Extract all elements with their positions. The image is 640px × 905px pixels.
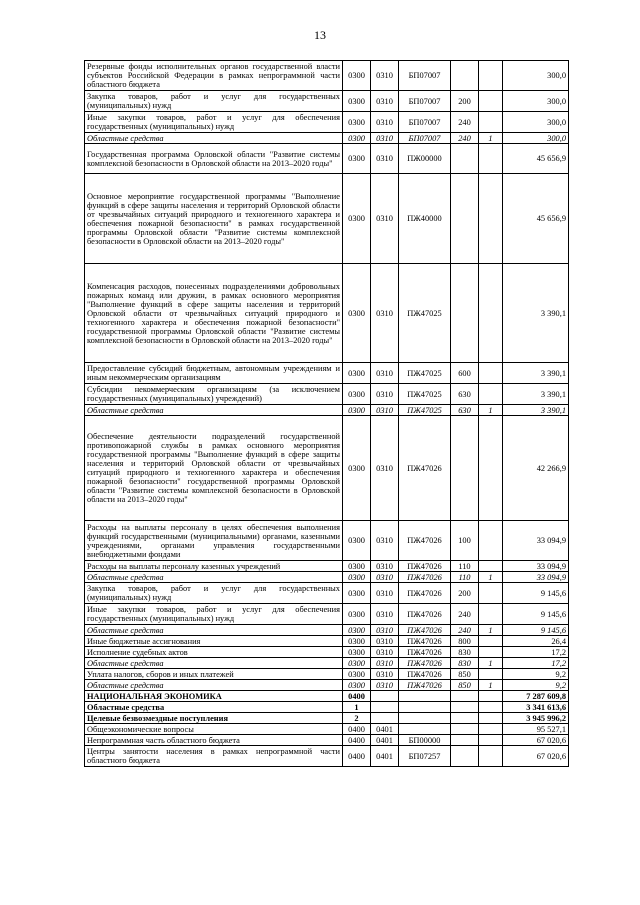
row-description: Областные средства	[85, 680, 343, 691]
row-amount: 17,2	[503, 647, 569, 658]
row-subsection-code: 0310	[371, 583, 399, 604]
row-expense-type-code: 630	[451, 384, 479, 405]
table-row	[85, 61, 569, 91]
row-target-article-code: ПЖ47026	[399, 583, 451, 604]
row-subsection-code: 0310	[371, 669, 399, 680]
row-expense-type-code: 110	[451, 572, 479, 583]
table-row	[85, 583, 569, 604]
table-row	[85, 144, 569, 174]
row-subsection-code: 0310	[371, 61, 399, 91]
row-funding-source-code	[479, 384, 503, 405]
row-target-article-code: ПЖ47025	[399, 264, 451, 363]
row-description: Областные средства	[85, 702, 343, 713]
row-section-code: 0300	[343, 61, 371, 91]
row-section-code: 0300	[343, 112, 371, 133]
row-funding-source-code	[479, 691, 503, 702]
row-amount: 3 390,1	[503, 363, 569, 384]
row-amount: 67 020,6	[503, 735, 569, 746]
budget-table	[84, 60, 569, 767]
row-funding-source-code	[479, 91, 503, 112]
row-amount: 67 020,6	[503, 746, 569, 767]
row-expense-type-code: 240	[451, 112, 479, 133]
table-row	[85, 713, 569, 724]
row-target-article-code: ПЖ47026	[399, 625, 451, 636]
row-description: Областные средства	[85, 405, 343, 416]
row-expense-type-code: 110	[451, 561, 479, 572]
table-row	[85, 572, 569, 583]
row-description: Областные средства	[85, 572, 343, 583]
row-expense-type-code: 830	[451, 658, 479, 669]
row-expense-type-code: 100	[451, 521, 479, 561]
row-subsection-code: 0401	[371, 746, 399, 767]
row-description: Субсидии некоммерческим организациям (за исключением государственных (муниципальных) учреждений)	[85, 384, 343, 405]
row-subsection-code: 0310	[371, 658, 399, 669]
row-section-code: 0300	[343, 174, 371, 264]
row-expense-type-code: 240	[451, 133, 479, 144]
row-funding-source-code	[479, 713, 503, 724]
table-row	[85, 363, 569, 384]
table-row	[85, 735, 569, 746]
row-description: Областные средства	[85, 625, 343, 636]
row-subsection-code: 0310	[371, 647, 399, 658]
row-expense-type-code: 600	[451, 363, 479, 384]
row-subsection-code: 0310	[371, 521, 399, 561]
row-section-code: 0300	[343, 658, 371, 669]
row-amount: 300,0	[503, 112, 569, 133]
row-description: Резервные фонды исполнительных органов государственной власти субъектов Российской Федерации в рамках непрограммной части областного бюджета	[85, 61, 343, 91]
row-expense-type-code	[451, 746, 479, 767]
row-section-code: 0300	[343, 91, 371, 112]
table-row	[85, 561, 569, 572]
row-subsection-code: 0310	[371, 133, 399, 144]
row-description: Общеэкономические вопросы	[85, 724, 343, 735]
row-section-code: 0300	[343, 625, 371, 636]
row-expense-type-code: 800	[451, 636, 479, 647]
row-funding-source-code	[479, 61, 503, 91]
row-subsection-code: 0310	[371, 174, 399, 264]
row-amount: 33 094,9	[503, 572, 569, 583]
row-subsection-code: 0310	[371, 405, 399, 416]
row-funding-source-code	[479, 583, 503, 604]
row-expense-type-code	[451, 61, 479, 91]
row-subsection-code: 0401	[371, 735, 399, 746]
row-section-code: 0300	[343, 416, 371, 521]
table-row	[85, 669, 569, 680]
row-funding-source-code: 1	[479, 625, 503, 636]
row-amount: 95 527,1	[503, 724, 569, 735]
row-description: Расходы на выплаты персоналу в целях обеспечения выполнения функций государственными (муниципальными) органами, казенными учреждениями, органами управления государственными внебюджетными фондами	[85, 521, 343, 561]
row-expense-type-code: 240	[451, 625, 479, 636]
row-target-article-code: БП07007	[399, 91, 451, 112]
row-section-code: 0400	[343, 691, 371, 702]
row-amount: 26,4	[503, 636, 569, 647]
table-row	[85, 521, 569, 561]
row-amount: 9,2	[503, 680, 569, 691]
row-description: Закупка товаров, работ и услуг для государственных (муниципальных) нужд	[85, 91, 343, 112]
row-description: Закупка товаров, работ и услуг для государственных (муниципальных) нужд	[85, 583, 343, 604]
row-section-code: 0300	[343, 521, 371, 561]
table-row	[85, 691, 569, 702]
row-amount: 17,2	[503, 658, 569, 669]
row-amount: 3 341 613,6	[503, 702, 569, 713]
row-target-article-code: БП07257	[399, 746, 451, 767]
row-section-code: 0300	[343, 144, 371, 174]
row-description: Уплата налогов, сборов и иных платежей	[85, 669, 343, 680]
row-target-article-code: ПЖ47026	[399, 572, 451, 583]
row-expense-type-code: 850	[451, 669, 479, 680]
row-target-article-code: БП07007	[399, 61, 451, 91]
row-target-article-code: ПЖ00000	[399, 144, 451, 174]
row-amount: 9 145,6	[503, 583, 569, 604]
row-amount: 300,0	[503, 61, 569, 91]
row-target-article-code: ПЖ47026	[399, 658, 451, 669]
table-row	[85, 416, 569, 521]
row-section-code: 0300	[343, 680, 371, 691]
row-expense-type-code	[451, 735, 479, 746]
row-funding-source-code: 1	[479, 405, 503, 416]
row-section-code: 0300	[343, 264, 371, 363]
row-amount: 9 145,6	[503, 625, 569, 636]
row-amount: 3 390,1	[503, 405, 569, 416]
row-description: Областные средства	[85, 133, 343, 144]
row-target-article-code	[399, 724, 451, 735]
row-description: Центры занятости населения в рамках непрограммной части областного бюджета	[85, 746, 343, 767]
row-amount: 33 094,9	[503, 521, 569, 561]
table-row	[85, 174, 569, 264]
row-funding-source-code	[479, 112, 503, 133]
row-target-article-code: ПЖ47025	[399, 363, 451, 384]
row-amount: 3 945 996,2	[503, 713, 569, 724]
row-expense-type-code: 630	[451, 405, 479, 416]
table-row	[85, 746, 569, 767]
row-description: Иные закупки товаров, работ и услуг для обеспечения государственных (муниципальных) нужд	[85, 604, 343, 625]
row-target-article-code: ПЖ47026	[399, 416, 451, 521]
row-section-code: 0300	[343, 133, 371, 144]
row-funding-source-code	[479, 416, 503, 521]
row-section-code: 2	[343, 713, 371, 724]
row-section-code: 0300	[343, 572, 371, 583]
row-description: Областные средства	[85, 658, 343, 669]
row-target-article-code: ПЖ47025	[399, 405, 451, 416]
row-description: Основное мероприятие государственной программы "Выполнение функций в сфере защиты населения и территорий Орловской области от чрезвычайных ситуаций природного и техногенного характера и обеспечения пожарной безопасности" в рамках государственной программы Орловской области "Развитие системы комплексной безопасности в Орловской области на 2013–2020 годы"	[85, 174, 343, 264]
row-funding-source-code	[479, 144, 503, 174]
row-subsection-code: 0310	[371, 561, 399, 572]
row-funding-source-code	[479, 669, 503, 680]
row-funding-source-code	[479, 702, 503, 713]
row-expense-type-code: 200	[451, 91, 479, 112]
table-row	[85, 384, 569, 405]
table-row	[85, 636, 569, 647]
row-description: Предоставление субсидий бюджетным, автономным учреждениям и иным некоммерческим организациям	[85, 363, 343, 384]
row-section-code: 0300	[343, 405, 371, 416]
row-amount: 42 266,9	[503, 416, 569, 521]
row-target-article-code: ПЖ47026	[399, 604, 451, 625]
row-amount: 3 390,1	[503, 264, 569, 363]
table-row	[85, 405, 569, 416]
row-amount: 3 390,1	[503, 384, 569, 405]
row-funding-source-code	[479, 363, 503, 384]
row-section-code: 0300	[343, 363, 371, 384]
row-target-article-code: БП07007	[399, 112, 451, 133]
row-subsection-code: 0310	[371, 264, 399, 363]
row-description: НАЦИОНАЛЬНАЯ ЭКОНОМИКА	[85, 691, 343, 702]
row-expense-type-code	[451, 691, 479, 702]
row-funding-source-code: 1	[479, 680, 503, 691]
row-description: Непрограммная часть областного бюджета	[85, 735, 343, 746]
row-target-article-code: ПЖ40000	[399, 174, 451, 264]
row-funding-source-code	[479, 735, 503, 746]
row-target-article-code: ПЖ47026	[399, 636, 451, 647]
row-section-code: 1	[343, 702, 371, 713]
row-amount: 9,2	[503, 669, 569, 680]
row-description: Иные закупки товаров, работ и услуг для обеспечения государственных (муниципальных) нужд	[85, 112, 343, 133]
table-row	[85, 112, 569, 133]
row-target-article-code: ПЖ47026	[399, 680, 451, 691]
budget-table-body	[85, 61, 569, 767]
row-subsection-code: 0310	[371, 91, 399, 112]
row-section-code: 0300	[343, 647, 371, 658]
row-amount: 45 656,9	[503, 144, 569, 174]
row-target-article-code: ПЖ47026	[399, 561, 451, 572]
row-section-code: 0300	[343, 583, 371, 604]
row-target-article-code: БП07007	[399, 133, 451, 144]
row-expense-type-code: 850	[451, 680, 479, 691]
row-funding-source-code	[479, 746, 503, 767]
row-target-article-code: ПЖ47025	[399, 384, 451, 405]
row-funding-source-code	[479, 604, 503, 625]
table-row	[85, 680, 569, 691]
row-funding-source-code	[479, 724, 503, 735]
row-target-article-code: БП00000	[399, 735, 451, 746]
row-section-code: 0300	[343, 561, 371, 572]
row-description: Компенсация расходов, понесенных подразделениями добровольных пожарных команд или дружин, в рамках основного мероприятия "Выполнение функций в сфере защиты населения и территорий Орловской области от чрезвычайных ситуаций природного и техногенного характера и обеспечения пожарной безопасности" государственной программы Орловской области "Развитие системы комплексной безопасности в Орловской области на 2013–2020 годы"	[85, 264, 343, 363]
row-description: Государственная программа Орловской области "Развитие системы комплексной безопасности в Орловской области на 2013–2020 годы"	[85, 144, 343, 174]
row-subsection-code: 0310	[371, 384, 399, 405]
row-description: Расходы на выплаты персоналу казенных учреждений	[85, 561, 343, 572]
row-subsection-code: 0310	[371, 625, 399, 636]
row-amount: 33 094,9	[503, 561, 569, 572]
row-subsection-code: 0310	[371, 680, 399, 691]
row-expense-type-code	[451, 416, 479, 521]
row-subsection-code: 0310	[371, 604, 399, 625]
table-row	[85, 91, 569, 112]
row-target-article-code	[399, 691, 451, 702]
table-row	[85, 702, 569, 713]
row-expense-type-code	[451, 724, 479, 735]
row-amount: 45 656,9	[503, 174, 569, 264]
row-expense-type-code: 830	[451, 647, 479, 658]
row-subsection-code	[371, 713, 399, 724]
table-row	[85, 133, 569, 144]
row-funding-source-code	[479, 561, 503, 572]
row-section-code: 0300	[343, 636, 371, 647]
row-funding-source-code: 1	[479, 572, 503, 583]
row-section-code: 0400	[343, 724, 371, 735]
row-section-code: 0300	[343, 669, 371, 680]
row-expense-type-code	[451, 264, 479, 363]
row-target-article-code: ПЖ47026	[399, 647, 451, 658]
row-funding-source-code	[479, 174, 503, 264]
row-target-article-code	[399, 702, 451, 713]
row-amount: 300,0	[503, 133, 569, 144]
table-row	[85, 625, 569, 636]
row-description: Обеспечение деятельности подразделений государственной противопожарной службы в рамках основного мероприятия государственной программы "Выполнение функций в сфере защиты населения и территорий Орловской области от чрезвычайных ситуаций природного и техногенного характера и обеспечения пожарной безопасности" государственной программы Орловской области "Развитие системы комплексной безопасности в Орловской области на 2013–2020 годы"	[85, 416, 343, 521]
row-target-article-code: ПЖ47026	[399, 521, 451, 561]
row-funding-source-code: 1	[479, 658, 503, 669]
row-subsection-code: 0310	[371, 112, 399, 133]
row-description: Целевые безвозмездные поступления	[85, 713, 343, 724]
row-target-article-code: ПЖ47026	[399, 669, 451, 680]
row-amount: 7 287 609,8	[503, 691, 569, 702]
row-subsection-code: 0401	[371, 724, 399, 735]
row-funding-source-code	[479, 636, 503, 647]
row-description: Исполнение судебных актов	[85, 647, 343, 658]
row-expense-type-code: 200	[451, 583, 479, 604]
row-funding-source-code	[479, 264, 503, 363]
row-expense-type-code: 240	[451, 604, 479, 625]
table-row	[85, 647, 569, 658]
row-subsection-code	[371, 691, 399, 702]
row-funding-source-code	[479, 521, 503, 561]
row-section-code: 0400	[343, 735, 371, 746]
row-subsection-code: 0310	[371, 363, 399, 384]
row-expense-type-code	[451, 174, 479, 264]
row-description: Иные бюджетные ассигнования	[85, 636, 343, 647]
row-expense-type-code	[451, 713, 479, 724]
row-subsection-code: 0310	[371, 572, 399, 583]
row-funding-source-code: 1	[479, 133, 503, 144]
row-amount: 300,0	[503, 91, 569, 112]
row-section-code: 0300	[343, 604, 371, 625]
row-expense-type-code	[451, 702, 479, 713]
table-row	[85, 264, 569, 363]
table-row	[85, 658, 569, 669]
table-row	[85, 604, 569, 625]
row-subsection-code	[371, 702, 399, 713]
row-section-code: 0300	[343, 384, 371, 405]
row-subsection-code: 0310	[371, 416, 399, 521]
row-expense-type-code	[451, 144, 479, 174]
row-subsection-code: 0310	[371, 144, 399, 174]
row-section-code: 0400	[343, 746, 371, 767]
row-amount: 9 145,6	[503, 604, 569, 625]
page-number: 13	[314, 28, 326, 42]
row-target-article-code	[399, 713, 451, 724]
row-subsection-code: 0310	[371, 636, 399, 647]
row-funding-source-code	[479, 647, 503, 658]
table-row	[85, 724, 569, 735]
